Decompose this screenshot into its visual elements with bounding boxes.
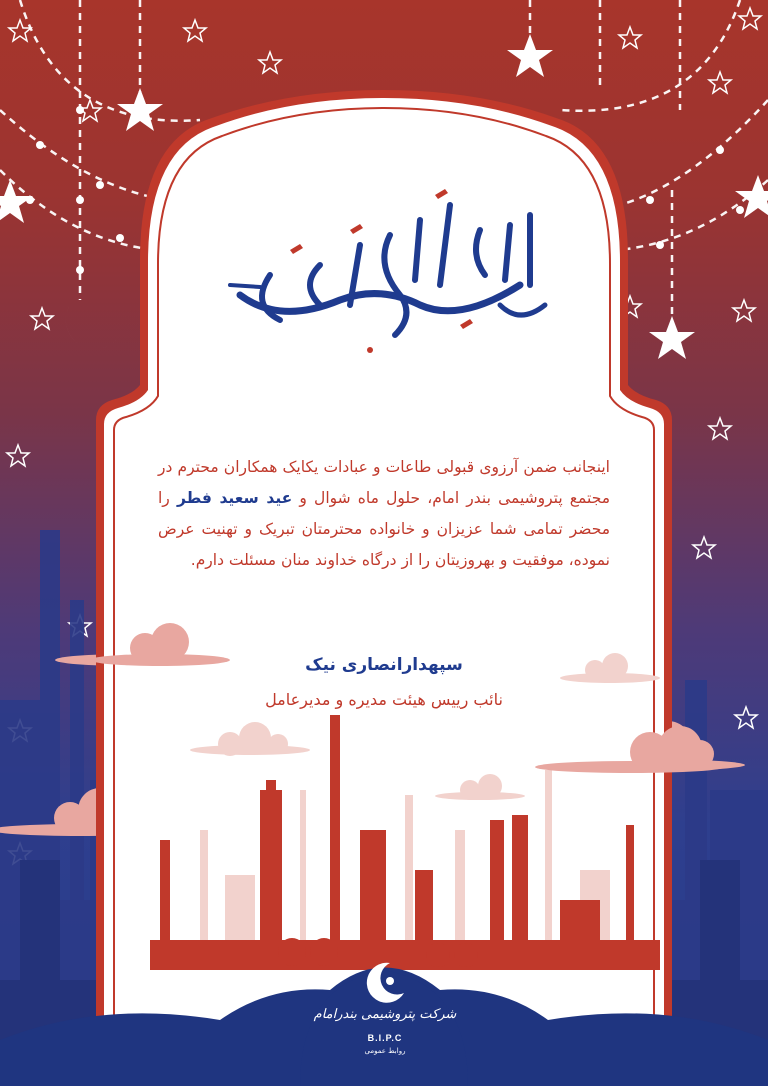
greeting-message — [158, 452, 610, 576]
logo-company-name: شرکت پتروشیمی بندرامام — [313, 1007, 457, 1022]
crescent-drop-logo-icon — [360, 959, 410, 1005]
signer-title: نائب رییس هیئت مدیره و مدیرعامل — [265, 690, 503, 709]
signer-name: سپهدارانصاری نیک — [305, 655, 463, 675]
logo-department: روابط عمومی — [364, 1047, 406, 1055]
calligraphy-title — [200, 175, 570, 375]
message-part2: را محضر تمامی شما عزیزان و خانواده محترمتان تبریک و تهنیت عرض نموده، موفقیت و بهروزیتان را از درگاه خداوند منان مسئلت دارم. — [158, 489, 610, 569]
message-highlight: عید سعید فطر — [176, 489, 293, 507]
message-part1: اینجانب ضمن آرزوی قبولی طاعات و عبادات یکایک همکاران محترم در مجتمع پتروشیمی بندر امام، حلول ماه شوال و — [158, 458, 611, 507]
company-logo — [310, 955, 460, 1080]
logo-abbreviation: B.I.P.C — [367, 1033, 403, 1043]
